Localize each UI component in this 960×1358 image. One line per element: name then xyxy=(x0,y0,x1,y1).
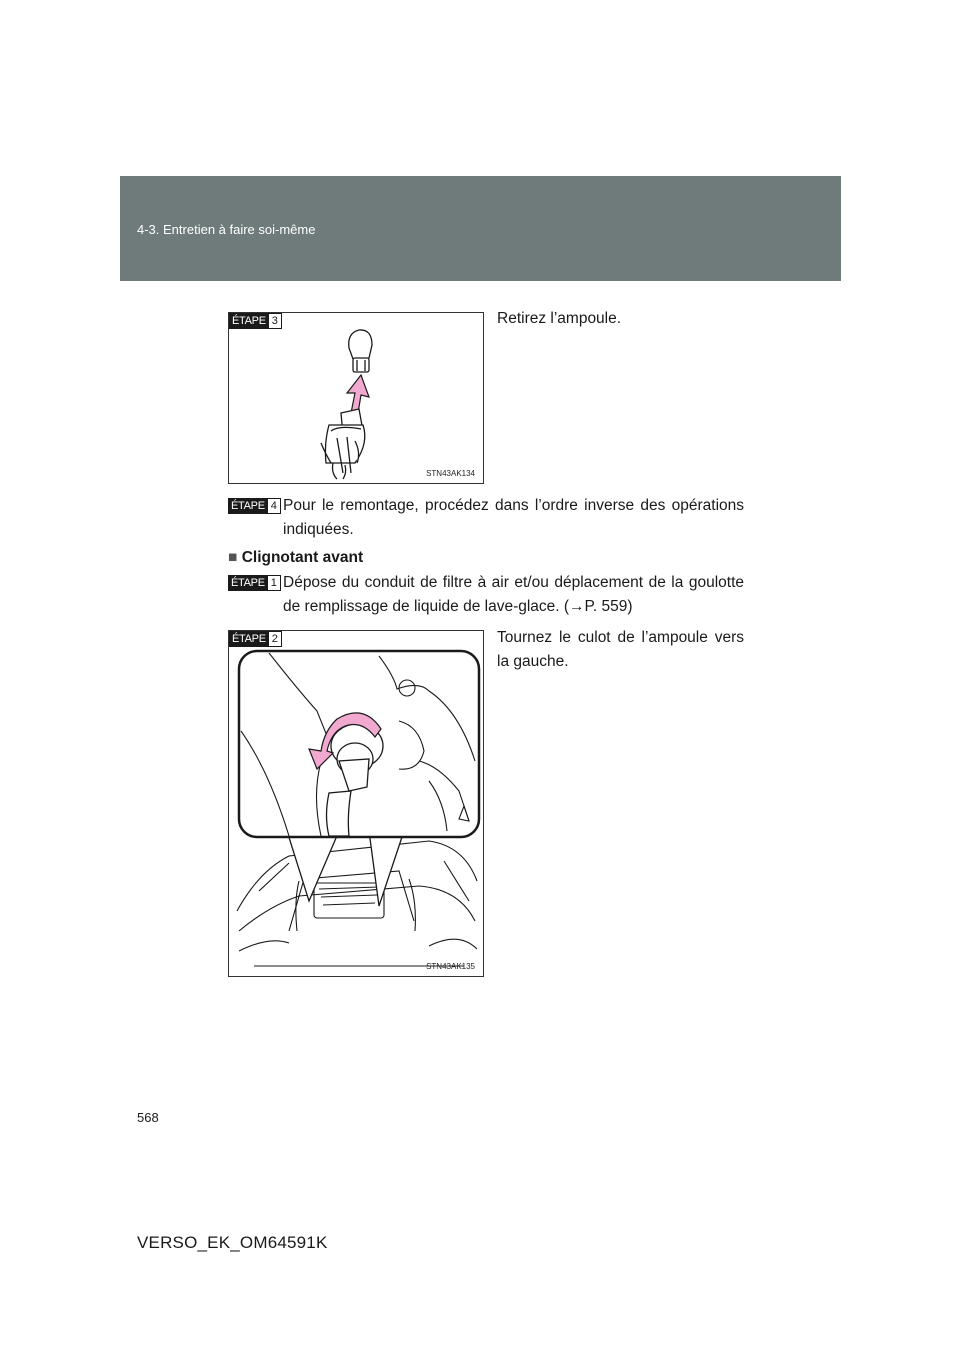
section-heading-title: Clignotant avant xyxy=(241,549,364,566)
step1-tag: ÉTAPE xyxy=(228,575,268,591)
step4-badge xyxy=(228,498,281,514)
figure-step3 xyxy=(228,312,484,484)
step1-text: Dépose du conduit de filtre à air et/ou déplacement de la goulotte de remplissage de liquide de lave-glace. (→P. 559) xyxy=(283,574,744,615)
step4-num: 4 xyxy=(268,498,281,514)
step2-tag: ÉTAPE xyxy=(229,631,269,647)
step3-text: Retirez l’ampoule. xyxy=(497,310,622,327)
step4-text: Pour le remontage, procédez dans l’ordre inverse des opérations indiquées. xyxy=(283,497,744,538)
step4-tag: ÉTAPE xyxy=(228,498,268,514)
page-number: 568 xyxy=(137,1110,159,1125)
section-bullet: ■ xyxy=(228,549,238,566)
step1-num: 1 xyxy=(268,575,281,591)
step2-num: 2 xyxy=(269,631,282,647)
step2-figure-code: STN43AK135 xyxy=(426,962,475,971)
step3-tag: ÉTAPE xyxy=(229,313,269,329)
section-title: 4-3. Entretien à faire soi-même xyxy=(137,222,316,237)
document-code: VERSO_EK_OM64591K xyxy=(137,1233,328,1252)
figure-step2 xyxy=(228,630,484,977)
step3-figure-code: STN43AK134 xyxy=(426,469,475,478)
step2-text: Tournez le culot de l’ampoule vers la gauche. xyxy=(497,629,744,670)
turn-socket-illustration xyxy=(229,631,485,978)
step1-badge xyxy=(228,575,281,591)
step3-num: 3 xyxy=(269,313,282,329)
bulb-removal-illustration xyxy=(229,313,485,485)
section-heading xyxy=(228,546,748,570)
